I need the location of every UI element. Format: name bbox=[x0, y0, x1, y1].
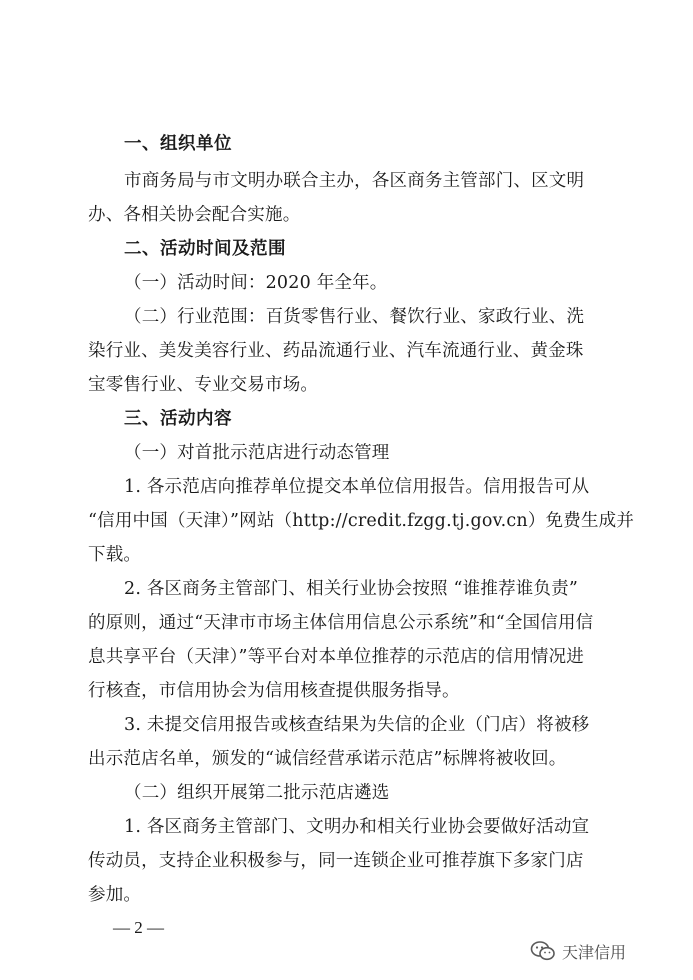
paragraph-line: 参加。 bbox=[88, 885, 142, 905]
paragraph-line: “信用中国（天津）”网站（http://credit.fzgg.tj.gov.cn）免费生成并 bbox=[88, 511, 635, 531]
section-heading-1: 一、组织单位 bbox=[124, 134, 232, 154]
paragraph-line: 出示范店名单，颁发的“诚信经营承诺示范店”标牌将被收回。 bbox=[88, 749, 567, 769]
paragraph-line: 传动员，支持企业积极参与，同一连锁企业可推荐旗下多家门店 bbox=[88, 851, 584, 871]
paragraph-line: 办、各相关协会配合实施。 bbox=[88, 205, 301, 225]
paragraph-line: 染行业、美发美容行业、药品流通行业、汽车流通行业、黄金珠 bbox=[88, 341, 584, 361]
paragraph-line: 的原则，通过“天津市市场主体信用信息公示系统”和“全国信用信 bbox=[88, 613, 594, 633]
section-heading-2: 二、活动时间及范围 bbox=[124, 239, 286, 259]
subsection-heading: （二）组织开展第二批示范店遴选 bbox=[124, 783, 390, 803]
wechat-icon bbox=[530, 940, 556, 962]
paragraph-line: 下载。 bbox=[88, 545, 142, 565]
paragraph-line: 3. 未提交信用报告或核查结果为失信的企业（门店）将被移 bbox=[124, 715, 590, 735]
section-heading-3: 三、活动内容 bbox=[124, 409, 232, 429]
watermark bbox=[530, 936, 626, 966]
paragraph-line: 息共享平台（天津）”等平台对本单位推荐的示范店的信用情况进 bbox=[88, 647, 584, 667]
paragraph-line: 1. 各区商务主管部门、文明办和相关行业协会要做好活动宣 bbox=[124, 817, 590, 837]
subsection-line: （二）行业范围：百货零售行业、餐饮行业、家政行业、洗 bbox=[124, 307, 585, 327]
paragraph-line: 市商务局与市文明办联合主办，各区商务主管部门、区文明 bbox=[124, 171, 585, 191]
paragraph-line: 1. 各示范店向推荐单位提交本单位信用报告。信用报告可从 bbox=[124, 477, 590, 497]
paragraph-line: 2. 各区商务主管部门、相关行业协会按照 “谁推荐谁负责” bbox=[124, 579, 579, 599]
subsection-line: （一）活动时间：2020 年全年。 bbox=[124, 273, 388, 293]
paragraph-line: 行核查，市信用协会为信用核查提供服务指导。 bbox=[88, 681, 460, 701]
page-number: — 2 — bbox=[113, 918, 164, 937]
paragraph-line: 宝零售行业、专业交易市场。 bbox=[88, 375, 319, 395]
subsection-heading: （一）对首批示范店进行动态管理 bbox=[124, 443, 390, 463]
watermark-text: 天津信用 bbox=[562, 942, 627, 962]
